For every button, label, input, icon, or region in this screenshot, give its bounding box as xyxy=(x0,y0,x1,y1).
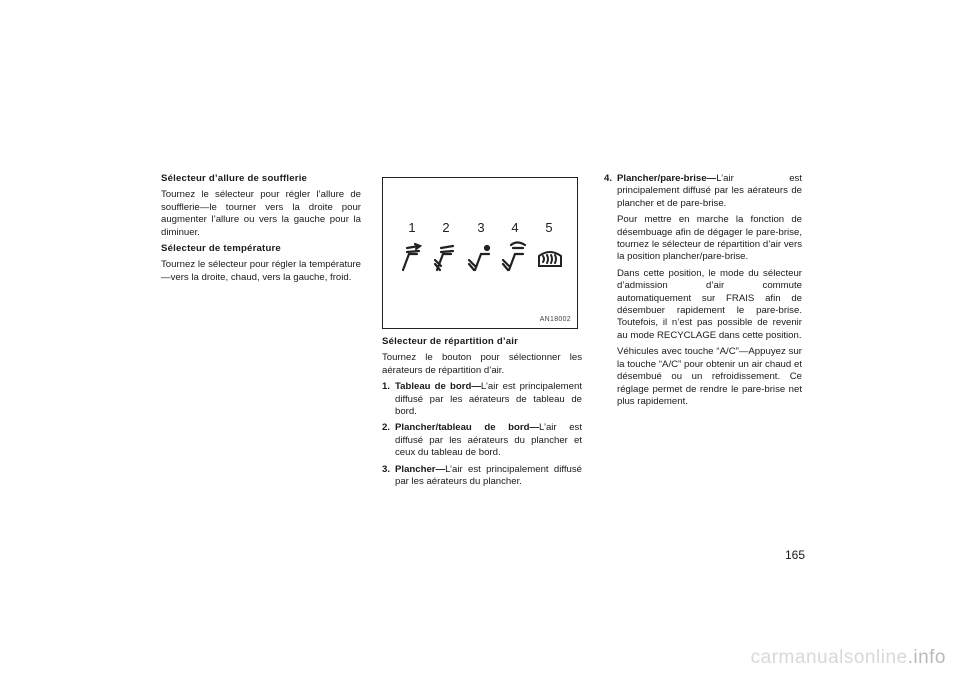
figure-number-3: 3 xyxy=(477,220,485,235)
watermark-text: carmanualsonline xyxy=(750,647,908,668)
figure-number-5: 5 xyxy=(545,220,553,235)
floor-vent-icon xyxy=(469,246,489,270)
figure-number-2: 2 xyxy=(442,220,450,235)
figure-number-1: 1 xyxy=(408,220,416,235)
figure-number-4: 4 xyxy=(511,220,519,235)
list-item xyxy=(382,381,582,418)
column-middle xyxy=(382,336,582,492)
list-item-text: L’air est principalement diffusé par les aérateurs de tableau de bord. xyxy=(395,381,582,418)
air-distribution-intro: Tournez le bouton pour sélectionner les aérateurs de répartition d’air. xyxy=(382,352,582,376)
air-distribution-diagram xyxy=(383,178,579,330)
list-item xyxy=(604,173,802,210)
list-item-text: L’air est principalement diffusé par les aérateurs de plancher et de pare-brise. xyxy=(617,173,802,209)
list-item-title: Plancher— xyxy=(395,463,446,475)
list-item-number: 2. xyxy=(382,422,391,434)
list-item-title: Plancher/pare-brise— xyxy=(617,173,717,184)
air-intake-note: Dans cette position, le mode du sélecteur d’admission d’air commute automatiquement sur FRAIS afin de désembuer rapidement le pare-brise. Toutefois, il n’est pas possible de revenir au mode RECYCLAGE dans cette position. xyxy=(617,267,802,341)
column-right xyxy=(604,173,802,412)
list-item-title: Tableau de bord— xyxy=(395,381,481,393)
air-distribution-heading: Sélecteur de répartition d’air xyxy=(382,336,519,347)
air-distribution-figure xyxy=(382,177,578,329)
list-item-number: 3. xyxy=(382,463,391,475)
defog-instructions: Pour mettre en marche la fonction de désembuage afin de dégager le pare-brise, tournez le sélecteur de répartition d’air vers la position plancher/pare-brise. xyxy=(617,214,802,263)
watermark-suffix: .info xyxy=(907,647,946,668)
figure-code: AN18002 xyxy=(539,316,571,323)
list-item-text: L’air est diffusé par les aérateurs du plancher et ceux du tableau de bord. xyxy=(395,422,582,459)
air-distribution-list-continued xyxy=(604,173,802,210)
panel-vent-icon xyxy=(403,244,420,270)
temperature-selector-heading: Sélecteur de température xyxy=(161,243,281,255)
watermark xyxy=(0,638,960,678)
list-item-number: 1. xyxy=(382,381,391,393)
defrost-vent-icon xyxy=(539,252,561,266)
list-item-number: 4. xyxy=(604,173,613,184)
blower-selector-text: Tournez le sélecteur pour régler l’allure de soufflerie—le tourner vers la droite pour augmenter l’allure ou vers la gauche pour la diminuer. xyxy=(161,189,361,238)
air-distribution-list xyxy=(382,381,582,488)
list-item-text: L’air est principalement diffusé par les aérateurs du plancher. xyxy=(395,463,582,488)
blower-selector-heading: Sélecteur d’allure de soufflerie xyxy=(161,173,308,184)
ac-note: Véhicules avec touche “A/C”—Appuyez sur la touche “A/C” pour obtenir un air chaud et désembué ou un refroidissement. Ce réglage permet de rendre le pare-brise net plus rapidement. xyxy=(617,346,802,407)
list-item-title: Plancher/tableau de bord— xyxy=(395,422,540,434)
column-left xyxy=(161,173,361,288)
list-item xyxy=(382,464,582,489)
bi-level-vent-icon xyxy=(435,246,453,270)
list-item xyxy=(382,422,582,459)
temperature-selector-text: Tournez le sélecteur pour régler la température—vers la droite, chaud, vers la gauche, froid. xyxy=(161,259,361,283)
floor-defrost-vent-icon xyxy=(503,243,525,271)
page-number: 165 xyxy=(785,548,806,562)
